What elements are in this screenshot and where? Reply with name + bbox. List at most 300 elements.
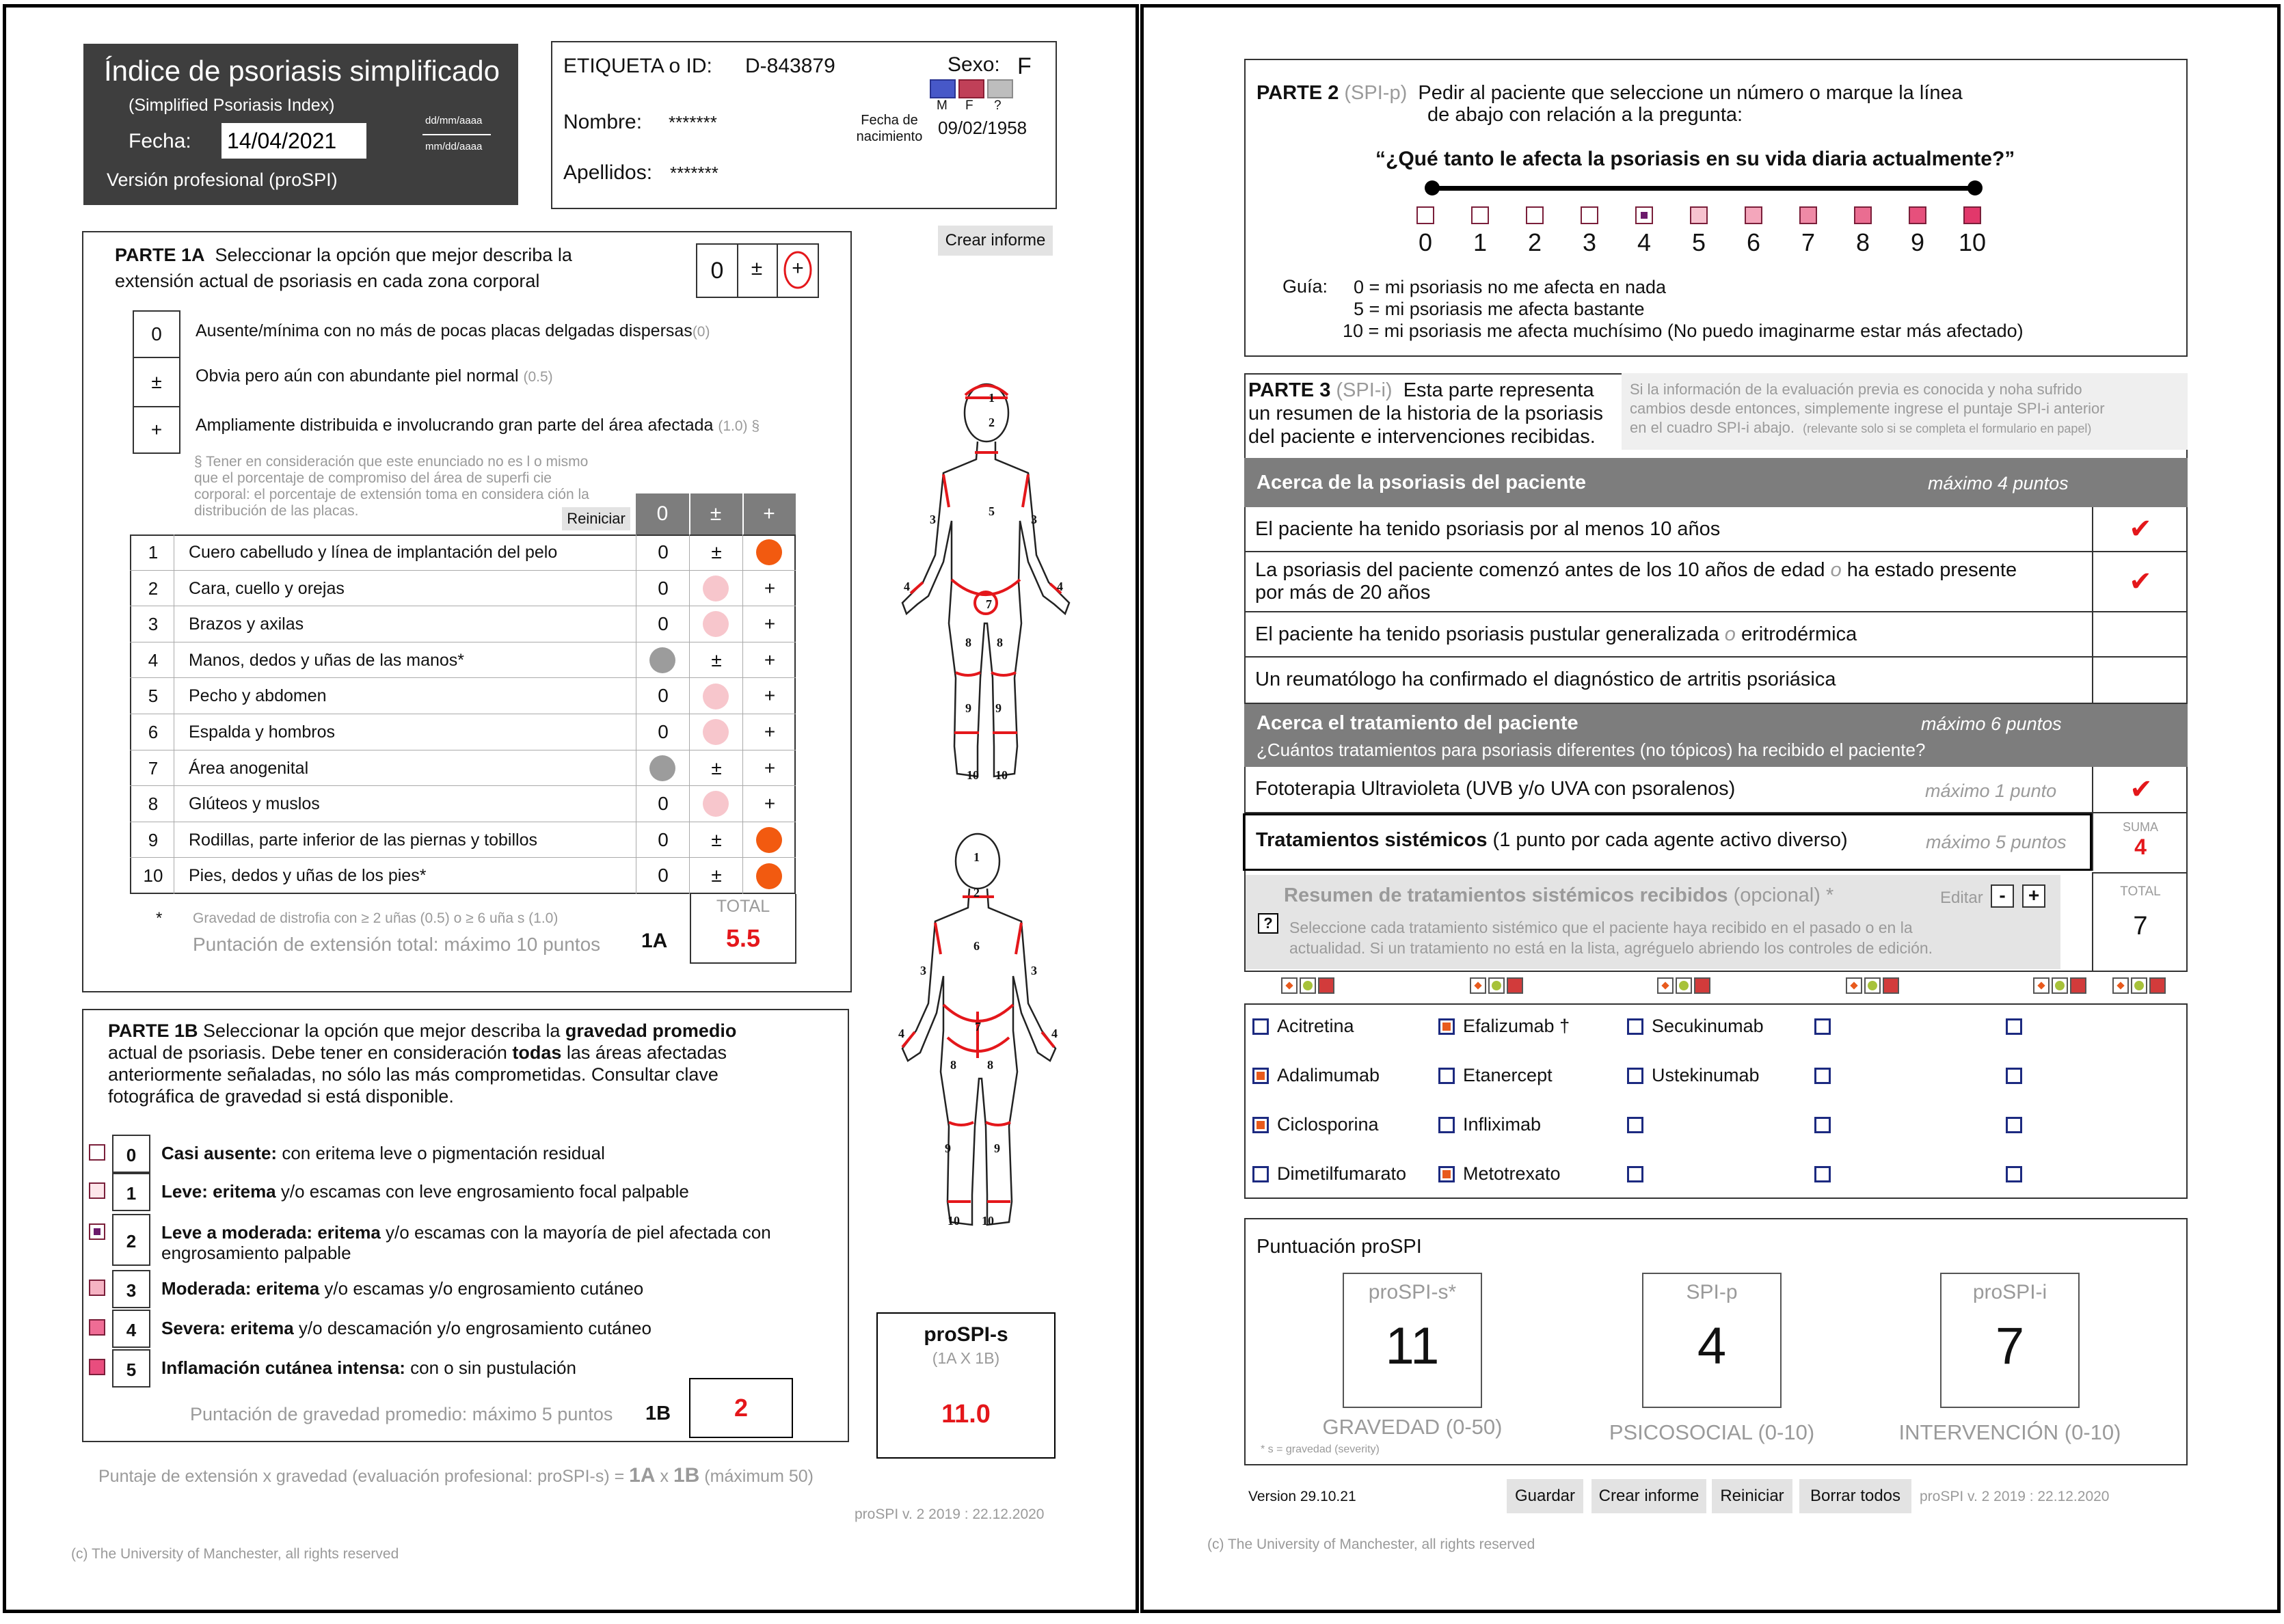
- region-row: [130, 534, 796, 571]
- region-option-zero[interactable]: [636, 858, 689, 894]
- body-region-label: 10: [995, 768, 1008, 782]
- vas-line-start: [1425, 180, 1440, 195]
- col-header-zero: 0: [636, 493, 690, 534]
- severity-option-text: [161, 1357, 790, 1378]
- move-left-icon[interactable]: [1846, 977, 1862, 994]
- toggle-icon[interactable]: [1864, 977, 1881, 994]
- col-header-plusminus: ±: [689, 493, 744, 534]
- option-symbol: 0: [658, 541, 669, 563]
- treatment-checkbox[interactable]: [1627, 1068, 1643, 1084]
- formula-1b: 1B: [673, 1464, 700, 1487]
- treatment-checkbox[interactable]: [2006, 1018, 2022, 1035]
- legend-text-1-value: (0.5): [523, 369, 553, 385]
- guide-5: 5 = mi psoriasis me afecta bastante: [1354, 299, 1645, 319]
- guide-label: Guía:: [1282, 276, 1328, 297]
- total-1a-label: TOTAL: [716, 897, 770, 916]
- vas-option-8[interactable]: [1854, 206, 1872, 224]
- treatment-checkbox[interactable]: [1627, 1166, 1643, 1182]
- treatment-checkbox[interactable]: [1252, 1117, 1269, 1133]
- legend-text-0-value: (0): [692, 324, 710, 340]
- option-symbol: 0: [658, 577, 669, 599]
- part-1a-heading: [115, 242, 572, 294]
- guide-0: 0 = mi psoriasis no me afecta en nada: [1354, 277, 1667, 297]
- region-option-plus[interactable]: [742, 750, 796, 787]
- vas-option-6[interactable]: [1745, 206, 1762, 224]
- save-button[interactable]: Guardar: [1507, 1479, 1583, 1513]
- region-option-plus[interactable]: [742, 642, 796, 679]
- total-3-box: [2092, 872, 2188, 972]
- selected-dot: [703, 576, 729, 601]
- score-value: 11: [1385, 1317, 1440, 1375]
- sex-option-unknown[interactable]: [987, 79, 1013, 98]
- vas-option-3[interactable]: [1581, 206, 1598, 224]
- summary-remove-button[interactable]: -: [1991, 884, 2014, 908]
- region-option-zero[interactable]: [636, 750, 689, 787]
- treatment-label: Adalimumab: [1277, 1065, 1380, 1085]
- region-option-plusminus[interactable]: [689, 571, 742, 607]
- treatment-label: Metotrexato: [1463, 1163, 1561, 1184]
- delete-column-icon[interactable]: [2149, 977, 2166, 994]
- part-2-heading: [1257, 82, 1963, 126]
- total-3-value: 7: [2133, 912, 2148, 940]
- total-1a-tag: 1A: [641, 930, 668, 952]
- region-row: [130, 606, 796, 642]
- region-option-zero[interactable]: [636, 786, 689, 822]
- history-row: [1244, 552, 2188, 612]
- prospi-s-value: 11.0: [941, 1400, 991, 1429]
- region-option-plus[interactable]: [742, 822, 796, 858]
- legend-text-2-value: (1.0) §: [718, 418, 760, 434]
- reset-1a-button[interactable]: Reiniciar: [562, 507, 630, 530]
- summary-note-1: Seleccione cada tratamiento sistémico que el paciente haya recibido en el pasado o en la: [1289, 919, 1913, 936]
- total-1a-text: Puntación de extensión total: máximo 10 puntos: [193, 934, 601, 955]
- treatment-checkbox[interactable]: [1252, 1068, 1269, 1084]
- part-3-note-2: cambios desde entonces, simplemente ingrese el puntaje SPI-i anterior: [1630, 400, 2105, 417]
- body-region-label: 9: [995, 701, 1002, 715]
- section-psoriasis-title: Acerca de la psoriasis del paciente: [1257, 472, 1586, 493]
- part-3-note-1: Si la información de la evaluación previa es conocida y noha sufrido: [1630, 381, 2082, 398]
- region-row: [130, 822, 796, 858]
- note-line-4: distribución de las placas.: [194, 503, 359, 519]
- treatment-checkbox[interactable]: [1814, 1166, 1831, 1182]
- option-symbol: ±: [711, 649, 722, 671]
- severity-text: y/o escamas y/o engrosamiento cutáneo: [324, 1278, 644, 1299]
- option-symbol: +: [764, 613, 776, 635]
- id-value[interactable]: D-843879: [745, 55, 835, 77]
- summary-add-button[interactable]: +: [2022, 884, 2045, 908]
- vas-line-end: [1967, 180, 1983, 195]
- body-region-label: 3: [930, 513, 936, 526]
- severity-checkbox-1[interactable]: [89, 1182, 105, 1199]
- region-number: 10: [133, 858, 174, 894]
- severity-option-text: [161, 1143, 790, 1163]
- treatment-checkbox[interactable]: [1814, 1068, 1831, 1084]
- vas-option-0[interactable]: [1416, 206, 1434, 224]
- body-region-label: 4: [898, 1027, 904, 1040]
- total-1b-value: 2: [734, 1394, 749, 1422]
- region-option-zero[interactable]: [636, 678, 689, 714]
- history-text: [1255, 623, 2075, 646]
- reset-button[interactable]: Reiniciar: [1712, 1479, 1792, 1513]
- date-format-divider: [422, 134, 491, 135]
- vas-selected-mark: [1641, 212, 1648, 219]
- selected-dot: [649, 755, 675, 781]
- selected-dot: [756, 863, 782, 889]
- region-option-plus[interactable]: [742, 786, 796, 822]
- scale-plus[interactable]: +: [792, 257, 804, 280]
- region-option-zero[interactable]: [636, 822, 689, 858]
- severity-number: 2: [112, 1214, 150, 1266]
- part-1b-instr-c: actual de psoriasis. Debe tener en consideración: [108, 1042, 507, 1063]
- severity-text: con eritema leve o pigmentación residual: [282, 1143, 605, 1163]
- scale-plus-circle-mark: [781, 249, 815, 291]
- body-region-label: 5: [989, 504, 995, 518]
- total-3-label: TOTAL: [2120, 884, 2161, 899]
- region-option-plusminus[interactable]: [689, 714, 742, 750]
- region-option-plus[interactable]: [742, 714, 796, 750]
- history-check-cell[interactable]: [2092, 658, 2188, 703]
- patient-box: [551, 41, 1057, 209]
- toggle-icon[interactable]: [2052, 977, 2068, 994]
- part-1b-instr-d: todas: [512, 1042, 562, 1063]
- score-caption: GRAVEDAD (0-50): [1322, 1415, 1503, 1439]
- delete-column-icon[interactable]: [1883, 977, 1899, 994]
- treatment-checkbox[interactable]: [1438, 1117, 1455, 1133]
- treatment-checkbox[interactable]: [1814, 1018, 1831, 1035]
- suma-label: SUMA: [2122, 820, 2158, 834]
- region-label: Espalda y hombros: [189, 722, 336, 742]
- phototherapy-text: Fototerapia Ultravioleta (UVB y/o UVA con psoralenos): [1255, 778, 1736, 800]
- create-report-button[interactable]: Crear informe: [1591, 1479, 1706, 1513]
- treatment-checkbox[interactable]: [1252, 1018, 1269, 1035]
- history-text-main: La psoriasis del paciente comenzó antes de los 10 años de edad: [1255, 559, 1825, 581]
- vas-number: 3: [1582, 228, 1597, 256]
- treatment-checkbox[interactable]: [2006, 1117, 2022, 1133]
- systemic-text: (1 punto por cada agente activo diverso): [1492, 829, 1848, 851]
- vas-option-4[interactable]: [1635, 206, 1653, 224]
- date-label: Fecha:: [129, 130, 191, 152]
- copyright-right: (c) The University of Manchester, all rights reserved: [1207, 1537, 1535, 1552]
- toggle-icon[interactable]: [1300, 977, 1316, 994]
- score-label: SPI-p: [1686, 1281, 1738, 1303]
- region-label: Glúteos y muslos: [189, 794, 320, 814]
- severity-text-line2: engrosamiento palpable: [161, 1243, 351, 1263]
- severity-selected-mark: [94, 1228, 100, 1235]
- part-3-desc-1: Esta parte representa: [1403, 379, 1594, 401]
- region-label: Brazos y axilas: [189, 614, 304, 634]
- vas-number: 7: [1801, 228, 1816, 256]
- severity-option-text: [161, 1181, 790, 1202]
- severity-checkbox-5[interactable]: [89, 1359, 105, 1375]
- vas-option-1[interactable]: [1471, 206, 1489, 224]
- section-treatment-max: máximo 6 puntos: [1921, 714, 2062, 734]
- summary-edit-label: Editar: [1940, 889, 1983, 907]
- sex-label: Sexo:: [948, 53, 1000, 76]
- delete-column-icon[interactable]: [1507, 977, 1523, 994]
- sex-option-unknown-label: ?: [994, 98, 1002, 113]
- body-region-label: 4: [1051, 1027, 1058, 1040]
- history-or: o: [1830, 559, 1842, 581]
- score-label: proSPI-s*: [1368, 1281, 1457, 1303]
- option-symbol: 0: [658, 721, 669, 742]
- col-header-plus: +: [763, 502, 775, 525]
- history-text-main: Un reumatólogo ha confirmado el diagnóstico de artritis psoriásica: [1255, 668, 1836, 690]
- part-1a-instruction-1: Seleccionar la opción que mejor describa la: [215, 245, 572, 265]
- region-option-zero[interactable]: [636, 534, 689, 571]
- toggle-icon[interactable]: [2131, 977, 2147, 994]
- section-treatment-header: [1244, 704, 2188, 767]
- legend-text-0-label: Ausente/mínima con no más de pocas placas delgadas dispersas: [196, 321, 693, 340]
- total-1a-value: 5.5: [725, 924, 761, 952]
- treatment-checkbox[interactable]: [1814, 1117, 1831, 1133]
- date-input[interactable]: 14/04/2021: [221, 123, 366, 159]
- create-report-button-top[interactable]: Crear informe: [938, 226, 1053, 256]
- region-option-plusminus[interactable]: [689, 750, 742, 787]
- treatment-checkbox[interactable]: [1627, 1018, 1643, 1035]
- region-option-plus[interactable]: [742, 571, 796, 607]
- severity-bold: Casi ausente:: [161, 1143, 278, 1163]
- legend-text-1-label: Obvia pero aún con abundante piel normal: [196, 366, 519, 385]
- summary-note: [1289, 917, 1933, 958]
- region-option-plusminus[interactable]: [689, 786, 742, 822]
- history-check-cell[interactable]: [2092, 612, 2188, 656]
- body-region-label: 9: [994, 1141, 1000, 1155]
- move-left-icon[interactable]: [1281, 977, 1298, 994]
- sex-option-f[interactable]: [958, 79, 984, 98]
- scale-plusminus[interactable]: ±: [737, 245, 778, 297]
- date-format-1: dd/mm/aaaa: [425, 115, 483, 126]
- region-option-zero[interactable]: [636, 714, 689, 750]
- dob-value[interactable]: 09/02/1958: [938, 118, 1027, 138]
- selected-dot: [703, 719, 729, 745]
- treatment-checkbox[interactable]: [2006, 1166, 2022, 1182]
- severity-checkbox-2[interactable]: [89, 1223, 105, 1240]
- selected-dot: [703, 791, 729, 817]
- history-text-line2: por más de 20 años: [1255, 582, 1431, 604]
- region-option-plusminus[interactable]: [689, 606, 742, 642]
- vas-number: 5: [1691, 228, 1706, 256]
- treatment-label: Acitretina: [1277, 1016, 1354, 1036]
- severity-text: y/o descamación y/o engrosamiento cutáneo: [298, 1318, 651, 1338]
- column-edit-tools: [2033, 977, 2088, 995]
- region-number: 2: [133, 571, 174, 607]
- treatment-checkbox[interactable]: [1627, 1117, 1643, 1133]
- sex-option-m-label: M: [937, 98, 948, 113]
- treatment-label: Secukinumab: [1652, 1016, 1764, 1036]
- severity-bold: Leve: eritema: [161, 1181, 276, 1202]
- history-or: o: [1724, 623, 1736, 645]
- body-region-label: 9: [945, 1141, 951, 1155]
- severity-bold: Severa: eritema: [161, 1318, 294, 1338]
- part-3-heading: [1248, 379, 1603, 448]
- body-region-label: 4: [904, 580, 910, 593]
- option-symbol: 0: [658, 865, 669, 887]
- systemic-max: máximo 5 puntos: [1926, 832, 2067, 852]
- vas-number: 4: [1637, 228, 1652, 256]
- part-3-title: PARTE 3: [1248, 379, 1331, 401]
- formula-1a: 1A: [629, 1464, 656, 1487]
- phototherapy-check-cell[interactable]: [2092, 767, 2189, 812]
- region-option-plus[interactable]: [742, 858, 796, 894]
- region-option-zero[interactable]: [636, 606, 689, 642]
- severity-number: 4: [112, 1310, 150, 1348]
- legend-sym-2: +: [150, 419, 163, 440]
- toggle-icon[interactable]: [1488, 977, 1505, 994]
- history-text-main: El paciente ha tenido psoriasis por al menos 10 años: [1255, 518, 1721, 540]
- help-icon[interactable]: ?: [1258, 913, 1278, 934]
- body-region-label: 3: [1031, 513, 1037, 526]
- region-option-plus[interactable]: [742, 534, 796, 571]
- column-edit-tools: [1657, 977, 1712, 995]
- phototherapy-max: máximo 1 punto: [1925, 781, 2057, 801]
- score-caption: INTERVENCIÓN (0-10): [1898, 1420, 2121, 1444]
- move-left-icon[interactable]: [1470, 977, 1486, 994]
- vas-number: 9: [1910, 228, 1925, 256]
- part-3-note: [1622, 373, 2188, 450]
- name-label: Nombre:: [563, 111, 643, 133]
- move-left-icon[interactable]: [1657, 977, 1674, 994]
- option-symbol: 0: [658, 613, 669, 635]
- part-3-desc-2: un resumen de la historia de la psoriasis: [1248, 403, 1604, 424]
- treatment-checkbox[interactable]: [1438, 1018, 1455, 1035]
- score-label: proSPI-i: [1972, 1281, 2047, 1303]
- severity-option-text: [161, 1222, 790, 1263]
- score-value: 7: [1995, 1317, 2025, 1375]
- move-left-icon[interactable]: [2033, 977, 2050, 994]
- legend-text-0: [196, 321, 710, 341]
- dob-label: Fecha de nacimiento: [856, 113, 923, 144]
- history-check-cell[interactable]: [2092, 552, 2188, 611]
- history-check-cell[interactable]: [2092, 507, 2188, 551]
- score-box-0: [1343, 1273, 1482, 1408]
- treatment-checkbox[interactable]: [1438, 1068, 1455, 1084]
- vas-line[interactable]: [1432, 186, 1977, 191]
- treatment-label: Ustekinumab: [1652, 1065, 1760, 1085]
- region-option-plusminus[interactable]: [689, 678, 742, 714]
- delete-column-icon[interactable]: [2070, 977, 2086, 994]
- version-right: Version 29.10.21: [1248, 1489, 1356, 1504]
- region-option-plusminus[interactable]: [689, 858, 742, 894]
- body-region-label: 8: [997, 636, 1003, 649]
- option-symbol: +: [764, 577, 776, 599]
- part-1b-instr-g: fotográfica de gravedad si está disponible.: [108, 1086, 454, 1107]
- selected-dot: [756, 539, 782, 565]
- selected-dot: [756, 827, 782, 853]
- selected-dot: [703, 684, 729, 709]
- surname-value[interactable]: *******: [670, 163, 718, 183]
- treatment-label: Dimetilfumarato: [1277, 1163, 1407, 1184]
- form-title: Índice de psoriasis simplificado: [104, 55, 500, 87]
- delete-column-icon[interactable]: [1694, 977, 1710, 994]
- toggle-icon[interactable]: [1676, 977, 1692, 994]
- severity-bold: Leve a moderada: eritema: [161, 1222, 381, 1243]
- clear-all-button[interactable]: Borrar todos: [1799, 1479, 1911, 1513]
- sex-option-m[interactable]: [930, 79, 956, 98]
- vas-option-7[interactable]: [1799, 206, 1817, 224]
- body-region-label: 10: [982, 1214, 994, 1228]
- history-checkmark: ✔: [2129, 514, 2152, 544]
- region-label: Rodillas, parte inferior de las piernas y tobillos: [189, 830, 537, 850]
- severity-checkbox-3[interactable]: [89, 1280, 105, 1296]
- version-label: Versión profesional (proSPI): [107, 170, 338, 190]
- vas-option-10[interactable]: [1963, 206, 1981, 224]
- part-2-question: “¿Qué tanto le afecta la psoriasis en su vida diaria actualmente?”: [1375, 148, 2015, 170]
- part-2-instr-2: de abajo con relación a la pregunta:: [1427, 104, 1743, 126]
- name-value[interactable]: *******: [669, 112, 717, 133]
- vas-option-2[interactable]: [1526, 206, 1544, 224]
- part-1a-title: PARTE 1A: [115, 245, 205, 265]
- vas-number: 1: [1473, 228, 1488, 256]
- formula-text: Puntaje de extensión x gravedad (evaluación profesional: proSPI-s) =: [98, 1467, 625, 1486]
- severity-text: con o sin pustulación: [410, 1357, 576, 1378]
- history-checkmark: ✔: [2129, 567, 2152, 597]
- formula-tail: (máximum 50): [704, 1467, 814, 1486]
- region-option-zero[interactable]: [636, 571, 689, 607]
- score-box-1: [1642, 1273, 1782, 1408]
- option-symbol: ±: [711, 828, 722, 850]
- option-symbol: 0: [658, 685, 669, 707]
- part-2-instr-1: Pedir al paciente que seleccione un número o marque la línea: [1418, 82, 1963, 104]
- part-2-title: PARTE 2: [1257, 82, 1339, 104]
- region-option-plus[interactable]: [742, 678, 796, 714]
- scores-title: Puntuación proSPI: [1257, 1236, 1422, 1258]
- part-1b-instr-f: anteriormente señaladas, no sólo las más comprometidas. Consultar clave: [108, 1064, 718, 1085]
- region-label: Área anogenital: [189, 758, 309, 778]
- move-left-icon[interactable]: [2112, 977, 2129, 994]
- severity-number: 5: [112, 1349, 150, 1388]
- guide-lines: [1343, 276, 2024, 342]
- region-label: Cara, cuello y orejas: [189, 578, 345, 598]
- legend-sym-0: 0: [134, 312, 179, 358]
- delete-column-icon[interactable]: [1318, 977, 1334, 994]
- treatment-checkbox[interactable]: [2006, 1068, 2022, 1084]
- severity-text: y/o escamas con leve engrosamiento focal palpable: [280, 1181, 689, 1202]
- severity-checkbox-0[interactable]: [89, 1144, 105, 1161]
- total-1b-text: Puntación de gravedad promedio: máximo 5 puntos: [190, 1404, 613, 1424]
- severity-number: 1: [112, 1173, 150, 1211]
- part-2-code: (SPI-p): [1344, 82, 1408, 104]
- treatment-checkbox[interactable]: [1252, 1166, 1269, 1182]
- region-option-plusminus[interactable]: [689, 642, 742, 679]
- region-row: [130, 678, 796, 714]
- scale-zero[interactable]: 0: [697, 245, 738, 297]
- phototherapy-checkmark: ✔: [2130, 774, 2153, 804]
- vas-option-9[interactable]: [1909, 206, 1926, 224]
- vas-number: 2: [1527, 228, 1542, 256]
- suma-box: [2092, 813, 2188, 871]
- severity-checkbox-4[interactable]: [89, 1319, 105, 1336]
- history-text-main: El paciente ha tenido psoriasis pustular generalizada: [1255, 623, 1719, 645]
- region-option-zero[interactable]: [636, 642, 689, 679]
- history-text: [1255, 559, 2075, 604]
- region-option-plusminus[interactable]: [689, 822, 742, 858]
- region-option-plusminus[interactable]: [689, 534, 742, 571]
- region-row: [130, 750, 796, 787]
- guide-10: 10 = mi psoriasis me afecta muchísimo (No puedo imaginarme estar más afectado): [1343, 321, 2024, 341]
- vas-option-5[interactable]: [1690, 206, 1708, 224]
- col-header: [636, 493, 796, 534]
- treatment-label: Efalizumab †: [1463, 1016, 1570, 1036]
- treatment-checkbox[interactable]: [1438, 1166, 1455, 1182]
- severity-number: 3: [112, 1270, 150, 1308]
- region-option-plus[interactable]: [742, 606, 796, 642]
- history-row: [1244, 612, 2188, 658]
- total-1b-tag: 1B: [645, 1403, 671, 1424]
- sex-option-f-label: F: [965, 98, 973, 113]
- history-text: [1255, 518, 2075, 541]
- option-symbol: ±: [711, 757, 722, 779]
- section-treatment-title: Acerca el tratamiento del paciente: [1257, 712, 1578, 734]
